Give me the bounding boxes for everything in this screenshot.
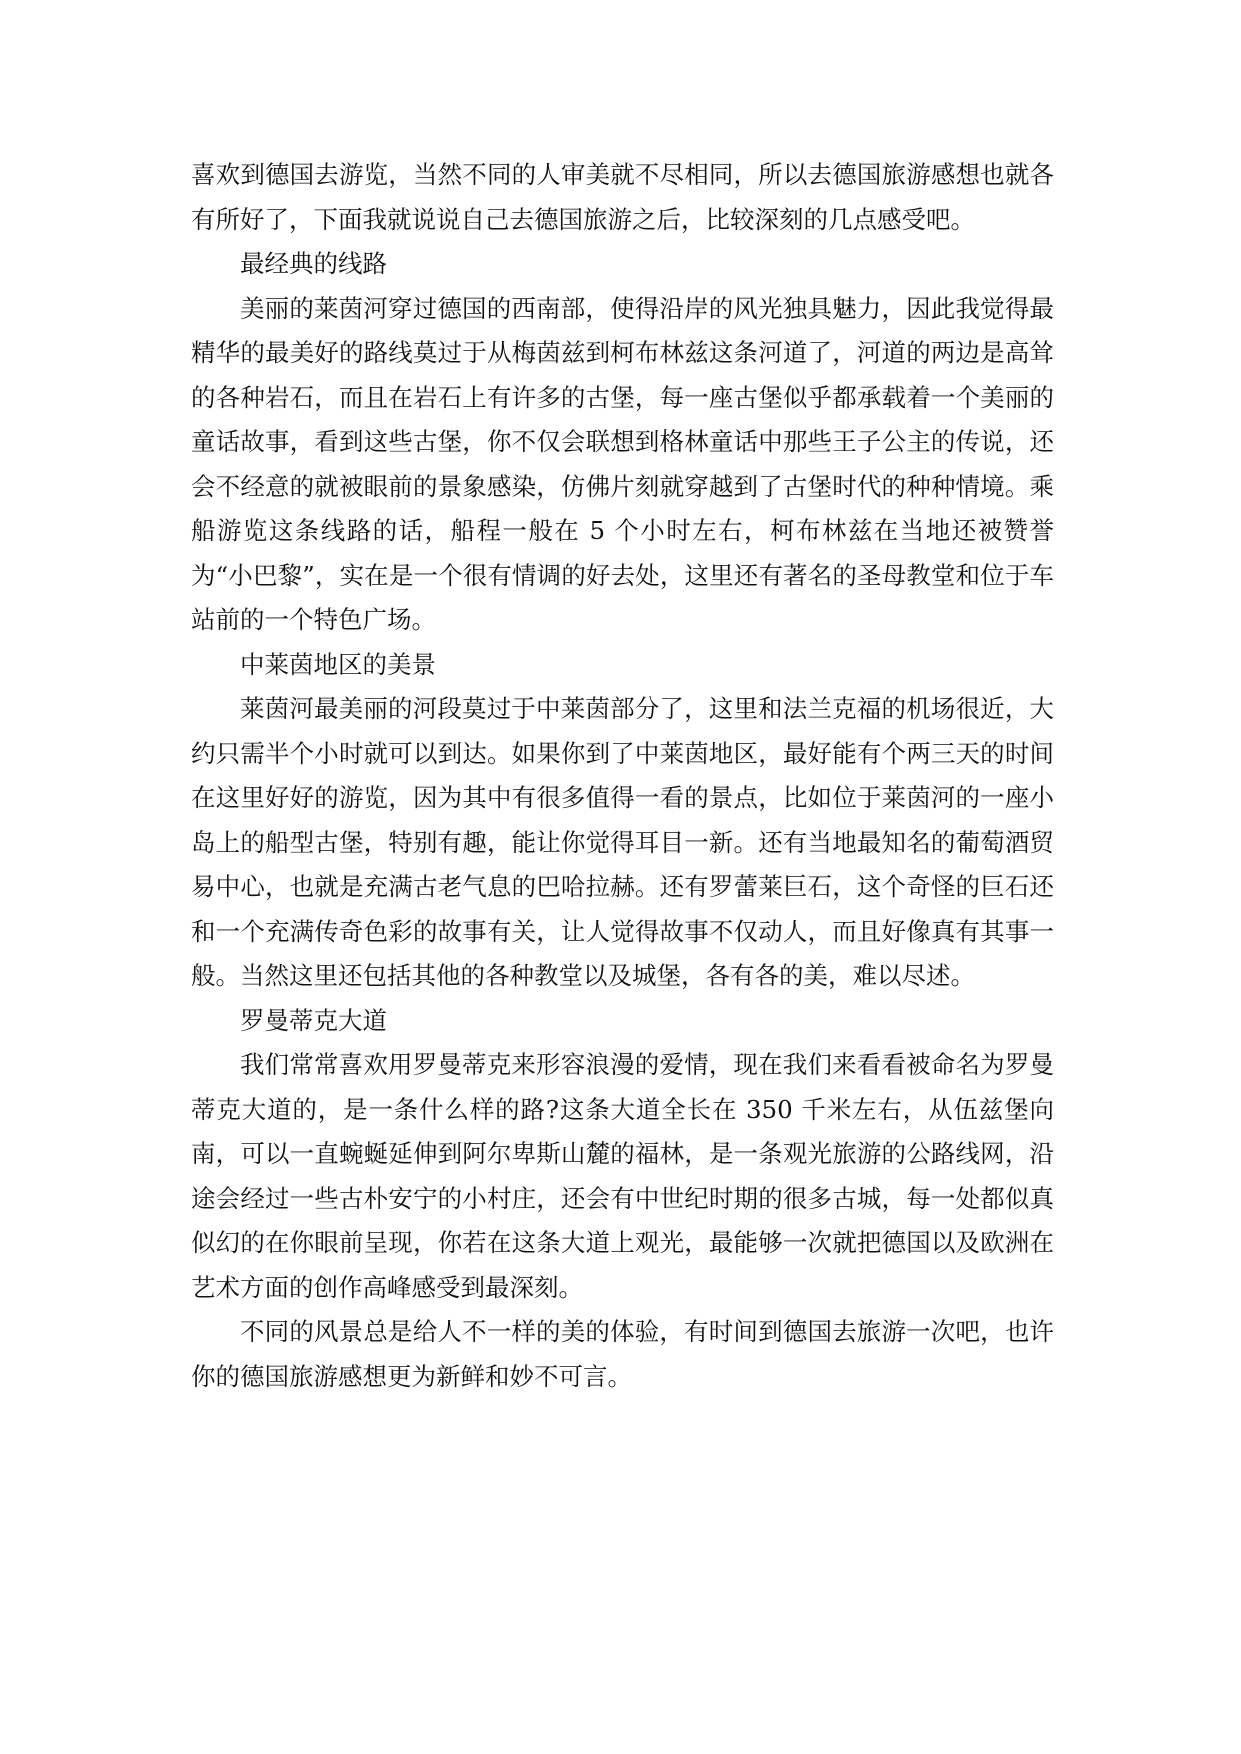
paragraph-romantic-road: 我们常常喜欢用罗曼蒂克来形容浪漫的爱情，现在我们来看看被命名为罗曼蒂克大道的，是一条什么样的路?这条大道全长在 350 千米左右，从伍兹堡向南，可以一直蜿蜒延伸到阿尔卑斯山麓的福林，是一条观光旅游的公路线网，沿途会经过一些古朴安宁的小村庄，还会有中世纪时期的很多古城，每一处都似真似幻的在你眼前呈现，你若在这条大道上观光，最能够一次就把德国以及欧洲在艺术方面的创作高峰感受到最深刻。 bbox=[191, 1050, 1054, 1302]
paragraph-classic-route: 美丽的莱茵河穿过德国的西南部，使得沿岸的风光独具魅力，因此我觉得最精华的最美好的路线莫过于从梅茵兹到柯布林兹这条河道了，河道的两边是高耸的各种岩石，而且在岩石上有许多的古堡，每一座古堡似乎都承载着一个美丽的童话故事，看到这些古堡，你不仅会联想到格林童话中那些王子公主的传说，还会不经意的就被眼前的景象感染，仿佛片刻就穿越到了古堡时代的种种情境。乘船游览这条线路的话，船程一般在 5 个小时左右，柯布林兹在当地还被赞誉为“小巴黎”，实在是一个很有情调的好去处，这里还有著名的圣母教堂和位于车站前的一个特色广场。 bbox=[191, 293, 1054, 634]
paragraph-intro-continued: 喜欢到德国去游览，当然不同的人审美就不尽相同，所以去德国旅游感想也就各有所好了，下面我就说说自己去德国旅游之后，比较深刻的几点感受吧。 bbox=[191, 160, 1054, 234]
paragraph-conclusion: 不同的风景总是给人不一样的美的体验，有时间到德国去旅游一次吧，也许你的德国旅游感想更为新鲜和妙不可言。 bbox=[191, 1317, 1054, 1391]
section-heading-middle-rhine: 中莱茵地区的美景 bbox=[240, 649, 436, 679]
document-page bbox=[191, 153, 1054, 1399]
section-heading-romantic-road: 罗曼蒂克大道 bbox=[240, 1005, 387, 1035]
section-heading-classic-route: 最经典的线路 bbox=[240, 249, 387, 278]
paragraph-middle-rhine: 莱茵河最美丽的河段莫过于中莱茵部分了，这里和法兰克福的机场很近，大约只需半个小时就可以到达。如果你到了中莱茵地区，最好能有个两三天的时间在这里好好的游览，因为其中有很多值得一看的景点，比如位于莱茵河的一座小岛上的船型古堡，特别有趣，能让你觉得耳目一新。还有当地最知名的葡萄酒贸易中心，也就是充满古老气息的巴哈拉赫。还有罗蕾莱巨石，这个奇怪的巨石还和一个充满传奇色彩的故事有关，让人觉得故事不仅动人，而且好像真有其事一般。当然这里还包括其他的各种教堂以及城堡，各有各的美，难以尽述。 bbox=[191, 694, 1054, 990]
